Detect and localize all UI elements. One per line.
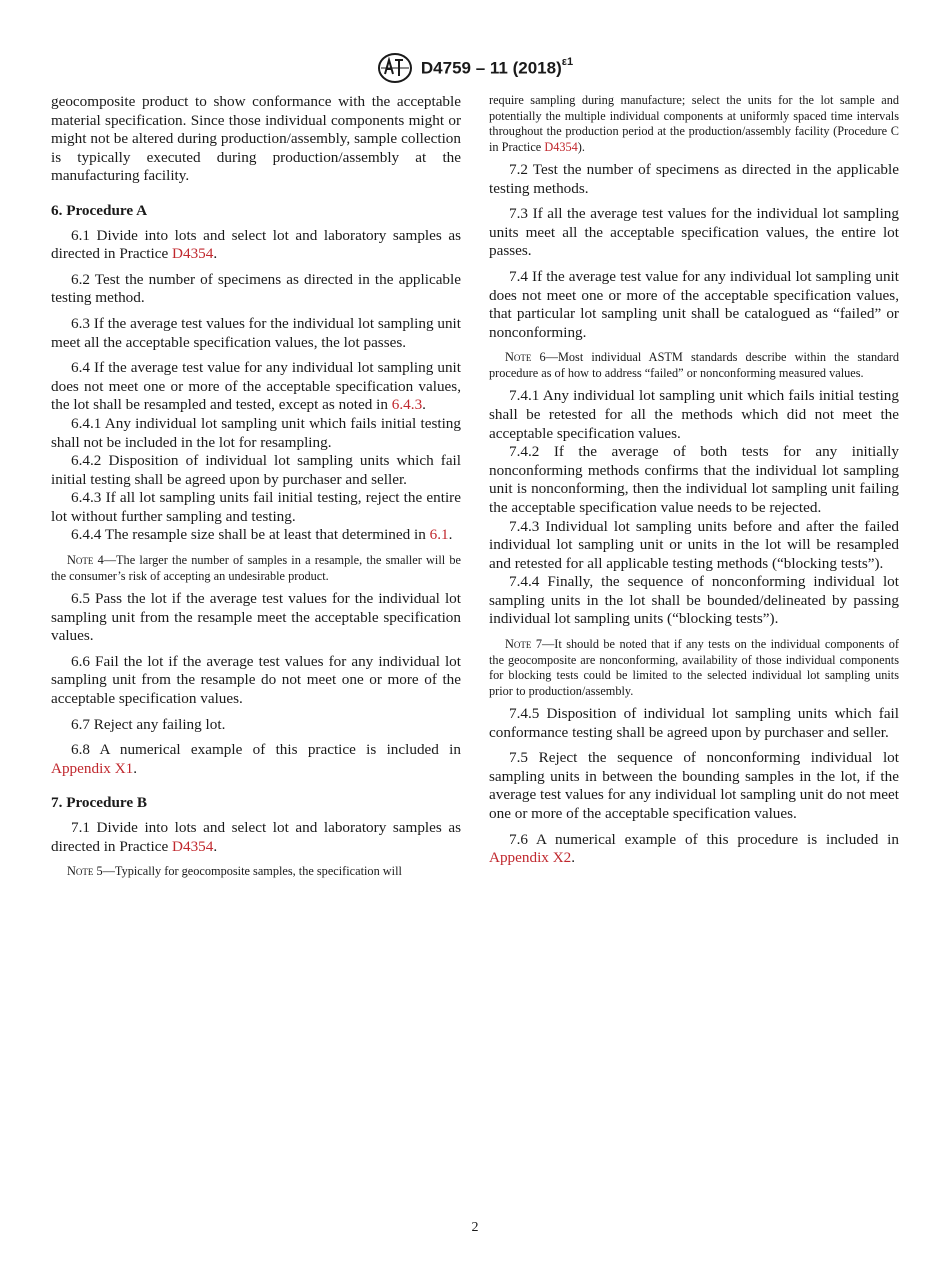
- para-6-2: 6.2 Test the number of specimens as directed in the applicable testing method.: [51, 270, 461, 307]
- astm-logo-icon: [377, 52, 413, 84]
- d4354-link[interactable]: D4354: [172, 837, 214, 855]
- para-6-7: 6.7 Reject any failing lot.: [71, 715, 226, 733]
- section-6-heading: 6. Procedure A: [51, 201, 148, 219]
- note-6: Note 6—Most individual ASTM standards describe within the standard procedure as of how to address “failed” or nonconforming measured values.: [489, 350, 899, 380]
- note-7: Note 7—It should be noted that if any tests on the individual components of the geocomposite are nonconforming, availability of those individual components for blocking tests could be limited to the selected individual lot sampling units prior to production/assembly.: [489, 637, 899, 698]
- para-6-6: 6.6 Fail the lot if the average test values for any individual lot sampling unit from the resample do not meet one or more of the acceptable specification values.: [51, 652, 461, 708]
- d4354-link[interactable]: D4354: [172, 245, 214, 263]
- para-6-1: 6.1 Divide into lots and select lot and laboratory samples as directed in Practice D4354.: [51, 226, 461, 263]
- note-5-continued: require sampling during manufacture; select the units for the lot sample and potentially the multiple individual components at uniformly spaced time intervals throughout the production period at the production/assembly facility (Procedure C in Practice D4354).: [489, 93, 899, 154]
- para-6-3: 6.3 If the average test values for the individual lot sampling unit meet all the acceptable specification values, the lot passes.: [51, 314, 461, 351]
- para-7-2: 7.2 Test the number of specimens as directed in the applicable testing methods.: [489, 161, 899, 197]
- para-7-6: 7.6 A numerical example of this procedure is included in Appendix X2.: [489, 830, 899, 867]
- intro-paragraph: geocomposite product to show conformance with the acceptable material specification. Since those individual components might or might not be altered during production/assembly, sample collection is typically executed during production/assembly at the manufacturing facility.: [51, 93, 461, 185]
- page-number: 2: [471, 1220, 479, 1235]
- section-6-1-link[interactable]: 6.1: [429, 526, 449, 544]
- right-column: [489, 93, 899, 868]
- para-6-5: 6.5 Pass the lot if the average test values for the individual lot sampling unit from the resample meet the acceptable specification values.: [51, 590, 461, 645]
- para-7-1: 7.1 Divide into lots and select lot and laboratory samples as directed in Practice D4354.: [51, 819, 461, 855]
- para-7-4: 7.4 If the average test value for any individual lot sampling unit does not meet one or more of the acceptable specification values, that particular lot sampling unit shall be catalogued as “failed” or nonconforming.: [489, 267, 899, 341]
- para-7-5: 7.5 Reject the sequence of nonconforming individual lot sampling units in between the bounding samples in the lot, if the average test values for any individual lot sampling unit do not meet one or more of the acceptable specification values.: [489, 749, 899, 823]
- para-7-4-2: 7.4.2 If the average of both tests for any initially nonconforming methods confirms that the individual lot sampling unit is nonconforming, then the individual lot sampling unit failing the acceptable specification value needs to be rejected.: [489, 443, 899, 516]
- para-7-4-1: 7.4.1 Any individual lot sampling unit which fails initial testing shall be retested for all the methods which did not meet the acceptable specification values.: [489, 387, 899, 442]
- note-5: Note 5—Typically for geocomposite samples, the specification will: [67, 864, 402, 879]
- para-7-4-4: 7.4.4 Finally, the sequence of nonconforming individual lot sampling units in the lot shall be bounded/delineated by passing individual lot sampling units (“blocking tests”).: [489, 573, 899, 628]
- editorial-superscript: ε1: [561, 55, 574, 68]
- note-4: Note 4—The larger the number of samples in a resample, the smaller will be the consumer’s risk of accepting an undesirable product.: [51, 553, 461, 583]
- para-6-4-1: 6.4.1 Any individual lot sampling unit which fails initial testing shall not be included in the lot for resampling.: [51, 414, 461, 451]
- para-6-4: 6.4 If the average test value for any individual lot sampling unit does not meet one or more of the acceptable specification values, the lot shall be resampled and tested, except as noted in 6.4.3.: [51, 359, 461, 414]
- appendix-x1-link[interactable]: Appendix X1: [51, 759, 134, 777]
- d4354-link[interactable]: D4354: [544, 139, 578, 154]
- page-header: [0, 52, 950, 84]
- left-column: [51, 93, 461, 886]
- para-6-4-2: 6.4.2 Disposition of individual lot sampling units which fail initial testing shall be agreed upon by purchaser and seller.: [51, 452, 461, 488]
- para-7-4-5: 7.4.5 Disposition of individual lot sampling units which fail conformance testing shall be agreed upon by purchaser and seller.: [489, 705, 899, 741]
- appendix-x2-link[interactable]: Appendix X2: [489, 849, 572, 867]
- standard-designation: D4759 – 11 $(2018)^{\varepsilon 1}$: [420, 55, 574, 78]
- para-7-4-3: 7.4.3 Individual lot sampling units before and after the failed individual lot sampling unit or units in the lot will be resampled and retested for all applicable testing methods (“blocking tests”).: [489, 517, 899, 572]
- section-7-heading: 7. Procedure B: [51, 794, 148, 812]
- para-6-4-4: 6.4.4 The resample size shall be at least that determined in 6.1.: [71, 526, 453, 544]
- para-7-3: 7.3 If all the average test values for the individual lot sampling units meet all the acceptable specification values, the entire lot passes.: [489, 205, 899, 260]
- section-6-4-3-link[interactable]: 6.4.3: [391, 396, 423, 414]
- para-6-8: 6.8 A numerical example of this practice is included in Appendix X1.: [51, 741, 461, 777]
- para-6-4-3: 6.4.3 If all lot sampling units fail initial testing, reject the entire lot without further sampling and testing.: [51, 489, 461, 525]
